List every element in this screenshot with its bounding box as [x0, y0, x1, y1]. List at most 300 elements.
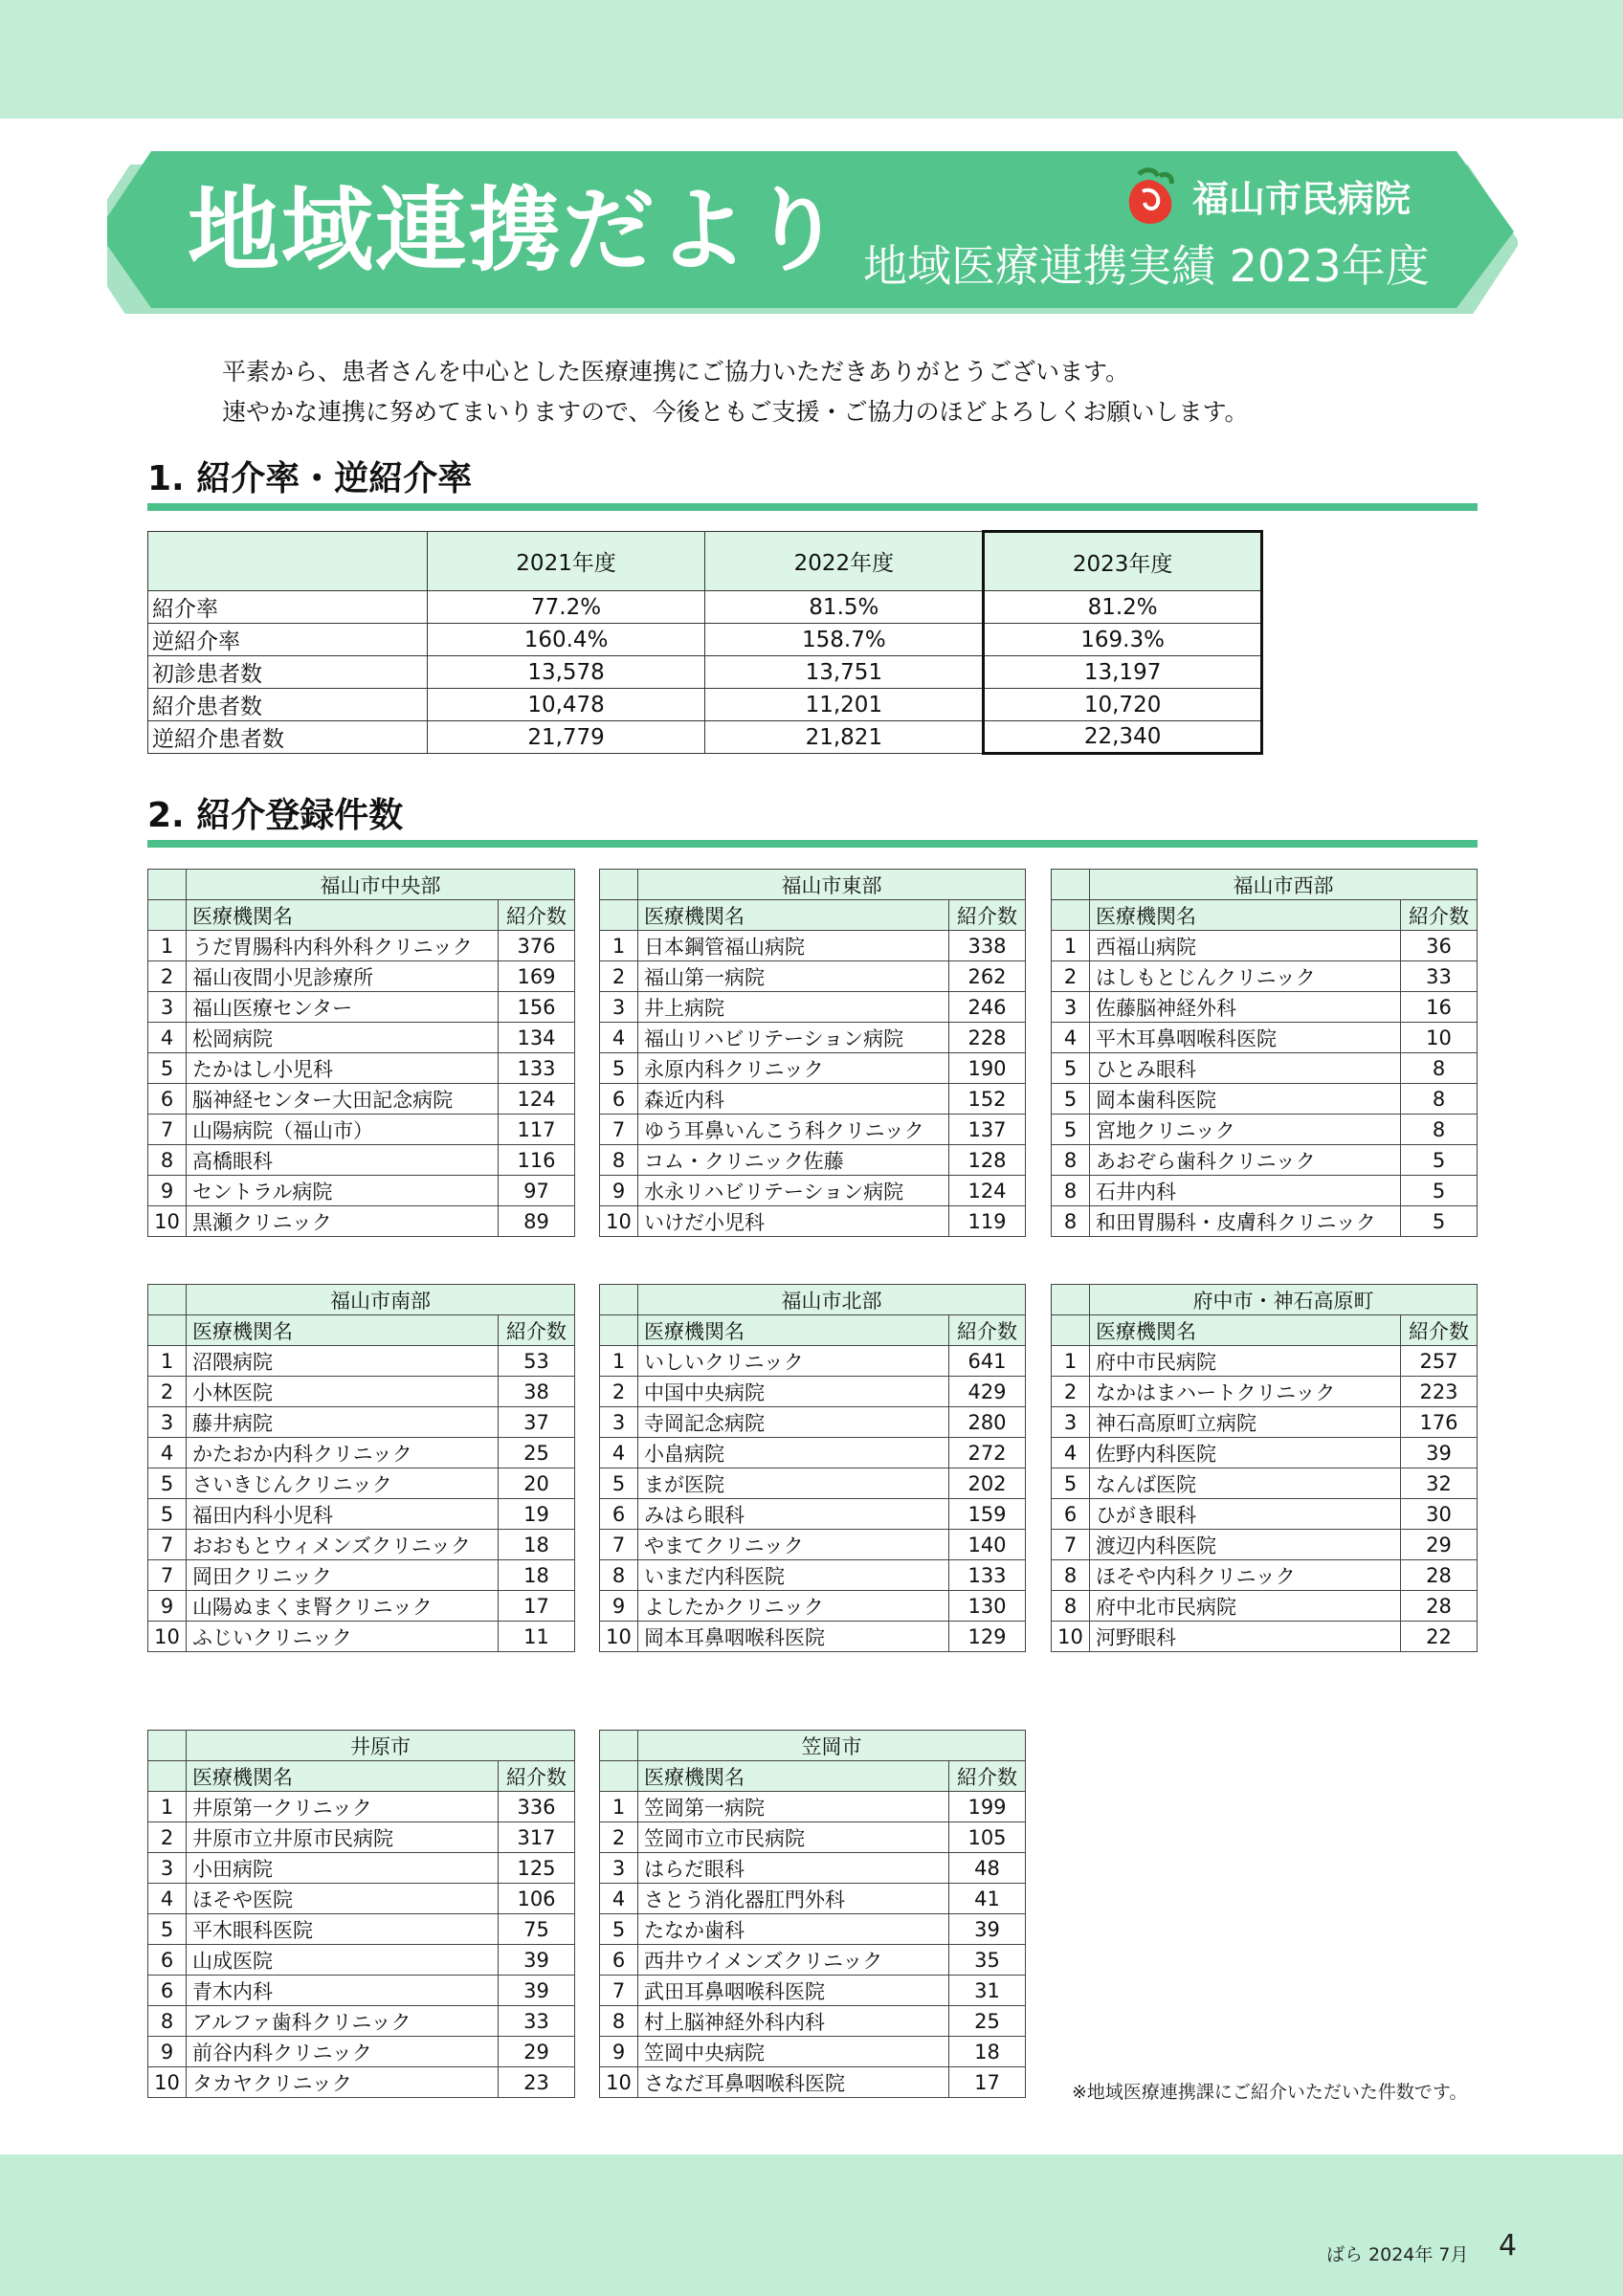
issue-label: ばら 2024年 7月	[1326, 2244, 1469, 2265]
section1-rule	[147, 503, 1478, 511]
table-row	[148, 1115, 575, 1145]
area-header-corner	[1052, 1285, 1090, 1315]
section1-heading: 1. 紹介率・逆紹介率	[147, 459, 473, 498]
area-name: 福山市西部	[1090, 870, 1478, 900]
rank-cell: 8	[1052, 1560, 1090, 1591]
area-name: 福山市中央部	[187, 870, 575, 900]
rank-cell: 10	[600, 1206, 638, 1237]
referral-count: 8	[1401, 1115, 1478, 1145]
table-row	[148, 1145, 575, 1176]
institution-name: おおもとウィメンズクリニック	[187, 1530, 499, 1560]
referral-count: 117	[499, 1115, 575, 1145]
referral-count: 137	[949, 1115, 1026, 1145]
referral-count: 10	[1401, 1023, 1478, 1053]
count-header: 紹介数	[499, 1315, 575, 1346]
rank-cell: 6	[600, 1499, 638, 1530]
rank-cell: 8	[148, 1145, 187, 1176]
institution-name: 小田病院	[187, 1853, 499, 1884]
table-row	[148, 1176, 575, 1206]
page-title: 地域連携だより	[188, 177, 844, 284]
rank-cell: 4	[1052, 1023, 1090, 1053]
referral-count: 39	[949, 1914, 1026, 1945]
rate-value: 160.4%	[427, 624, 705, 656]
institution-name: ほそや医院	[187, 1884, 499, 1914]
rank-cell: 4	[148, 1884, 187, 1914]
area-name: 福山市南部	[187, 1285, 575, 1315]
referral-count: 317	[499, 1822, 575, 1853]
table-row	[148, 591, 1262, 624]
referral-count: 223	[1401, 1377, 1478, 1407]
institution-name: 脳神経センター大田記念病院	[187, 1084, 499, 1115]
institution-name: 福山夜間小児診療所	[187, 961, 499, 992]
row-label: 紹介率	[148, 591, 428, 624]
referral-count: 190	[949, 1053, 1026, 1084]
rank-cell: 5	[148, 1468, 187, 1499]
table-row	[148, 1377, 575, 1407]
rank-cell: 10	[1052, 1622, 1090, 1652]
referral-count: 17	[499, 1591, 575, 1622]
table-row	[1052, 931, 1478, 961]
institution-name: 井原第一クリニック	[187, 1792, 499, 1822]
table-row	[600, 1145, 1026, 1176]
referral-count: 152	[949, 1084, 1026, 1115]
row-label: 初診患者数	[148, 656, 428, 689]
table-row	[600, 2067, 1026, 2098]
institution-name: 高橋眼科	[187, 1145, 499, 1176]
table-row	[600, 992, 1026, 1023]
rate-value: 81.2%	[984, 591, 1262, 624]
table-row	[600, 1622, 1026, 1652]
referral-count: 25	[949, 2006, 1026, 2037]
institution-name: ゆう耳鼻いんこう科クリニック	[638, 1115, 949, 1145]
referral-count: 97	[499, 1176, 575, 1206]
referral-count: 429	[949, 1377, 1026, 1407]
referral-count: 272	[949, 1438, 1026, 1468]
column-header-row	[148, 900, 575, 931]
rank-cell: 2	[600, 961, 638, 992]
area-header-row	[1052, 870, 1478, 900]
referral-rate-table	[147, 530, 1263, 755]
referral-count: 228	[949, 1023, 1026, 1053]
page-subtitle: 地域医療連携実績 2023年度	[863, 240, 1430, 292]
table-row	[600, 1023, 1026, 1053]
referral-count: 106	[499, 1884, 575, 1914]
column-header-row	[1052, 1315, 1478, 1346]
institution-name: アルファ歯科クリニック	[187, 2006, 499, 2037]
referral-count: 8	[1401, 1084, 1478, 1115]
rank-cell: 9	[600, 1176, 638, 1206]
count-header: 紹介数	[949, 1761, 1026, 1792]
rank-cell: 2	[1052, 961, 1090, 992]
referral-count: 140	[949, 1530, 1026, 1560]
area-header-corner	[148, 870, 187, 900]
header-banner	[107, 151, 1518, 314]
column-header-row	[148, 1315, 575, 1346]
rank-cell: 6	[148, 1945, 187, 1976]
referral-count: 28	[1401, 1560, 1478, 1591]
year-header-highlight: 2023年度	[984, 532, 1262, 591]
rank-cell: 10	[148, 2067, 187, 2098]
rank-cell: 9	[600, 2037, 638, 2067]
table-row	[1052, 1145, 1478, 1176]
referral-count: 25	[499, 1438, 575, 1468]
institution-name: 西福山病院	[1090, 931, 1401, 961]
institution-name: コム・クリニック佐藤	[638, 1145, 949, 1176]
table-row	[148, 1792, 575, 1822]
referral-count: 246	[949, 992, 1026, 1023]
institution-name: さなだ耳鼻咽喉科医院	[638, 2067, 949, 2098]
rank-cell: 8	[148, 2006, 187, 2037]
rate-value: 77.2%	[427, 591, 705, 624]
referral-count: 262	[949, 961, 1026, 992]
rank-cell: 9	[148, 1176, 187, 1206]
rank-cell: 5	[1052, 1468, 1090, 1499]
referral-count: 37	[499, 1407, 575, 1438]
table-row	[148, 1530, 575, 1560]
hospital-name: 福山市民病院	[1192, 178, 1412, 220]
institution-name: 寺岡記念病院	[638, 1407, 949, 1438]
institution-name: 福山第一病院	[638, 961, 949, 992]
institution-name: はしもとじんクリニック	[1090, 961, 1401, 992]
table-row	[600, 1530, 1026, 1560]
referral-count: 18	[949, 2037, 1026, 2067]
rank-cell: 2	[1052, 1377, 1090, 1407]
rank-cell: 8	[600, 2006, 638, 2037]
institution-name: 中国中央病院	[638, 1377, 949, 1407]
referral-count: 29	[499, 2037, 575, 2067]
institution-name: 黒瀬クリニック	[187, 1206, 499, 1237]
name-header: 医療機関名	[638, 900, 949, 931]
table-row	[600, 1206, 1026, 1237]
table-row	[600, 1945, 1026, 1976]
rank-cell: 8	[600, 1145, 638, 1176]
table-row	[148, 1084, 575, 1115]
year-header: 2022年度	[705, 532, 984, 591]
rank-cell: 3	[148, 992, 187, 1023]
rank-cell: 5	[600, 1053, 638, 1084]
rank-cell: 2	[148, 1377, 187, 1407]
table-row	[148, 1346, 575, 1377]
referral-count: 53	[499, 1346, 575, 1377]
rank-cell: 4	[600, 1884, 638, 1914]
referral-count: 18	[499, 1530, 575, 1560]
referral-count: 125	[499, 1853, 575, 1884]
institution-name: いまだ内科医院	[638, 1560, 949, 1591]
name-header: 医療機関名	[187, 1761, 499, 1792]
area-table	[1051, 869, 1478, 1237]
institution-name: たなか歯科	[638, 1914, 949, 1945]
institution-name: なかはまハートクリニック	[1090, 1377, 1401, 1407]
rank-cell: 5	[148, 1053, 187, 1084]
referral-count: 33	[499, 2006, 575, 2037]
institution-name: 笠岡第一病院	[638, 1792, 949, 1822]
institution-name: ひがき眼科	[1090, 1499, 1401, 1530]
rate-value: 10,720	[984, 689, 1262, 721]
referral-count: 89	[499, 1206, 575, 1237]
count-header: 紹介数	[949, 900, 1026, 931]
area-table	[1051, 1284, 1478, 1652]
name-header: 医療機関名	[1090, 1315, 1401, 1346]
table-row	[600, 1884, 1026, 1914]
area-header-corner	[1052, 870, 1090, 900]
table-row	[148, 1438, 575, 1468]
rank-cell: 7	[148, 1115, 187, 1145]
table-row	[148, 656, 1262, 689]
rate-value: 158.7%	[705, 624, 984, 656]
row-label: 逆紹介患者数	[148, 721, 428, 754]
institution-name: さとう消化器肛門外科	[638, 1884, 949, 1914]
institution-name: 永原内科クリニック	[638, 1053, 949, 1084]
table-row	[1052, 1115, 1478, 1145]
referral-count: 134	[499, 1023, 575, 1053]
table-row	[600, 1499, 1026, 1530]
referral-count: 19	[499, 1499, 575, 1530]
institution-name: 福山リハビリテーション病院	[638, 1023, 949, 1053]
institution-name: いけだ小児科	[638, 1206, 949, 1237]
rank-cell: 9	[148, 1591, 187, 1622]
table-row	[148, 1206, 575, 1237]
rank-cell: 7	[600, 1976, 638, 2006]
intro-text	[222, 352, 1249, 432]
referral-count: 133	[949, 1560, 1026, 1591]
table-row	[1052, 1206, 1478, 1237]
section2-heading: 2. 紹介登録件数	[147, 796, 404, 835]
referral-count: 39	[1401, 1438, 1478, 1468]
referral-count: 48	[949, 1853, 1026, 1884]
rate-value: 13,751	[705, 656, 984, 689]
table-row	[600, 1468, 1026, 1499]
rank-cell: 9	[600, 1591, 638, 1622]
rate-value: 13,578	[427, 656, 705, 689]
table-corner	[148, 532, 428, 591]
table-row	[1052, 1053, 1478, 1084]
rank-cell: 10	[600, 2067, 638, 2098]
referral-count: 20	[499, 1468, 575, 1499]
column-header-row	[600, 1315, 1026, 1346]
rose-logo-icon	[1122, 166, 1179, 233]
institution-name: ふじいクリニック	[187, 1622, 499, 1652]
rank-header	[1052, 900, 1090, 931]
institution-name: 藤井病院	[187, 1407, 499, 1438]
referral-count: 133	[499, 1053, 575, 1084]
rate-value: 11,201	[705, 689, 984, 721]
area-header-row	[148, 870, 575, 900]
institution-name: なんば医院	[1090, 1468, 1401, 1499]
rate-value: 21,779	[427, 721, 705, 754]
institution-name: 松岡病院	[187, 1023, 499, 1053]
rank-cell: 7	[600, 1530, 638, 1560]
table-row	[148, 1945, 575, 1976]
table-row	[600, 1560, 1026, 1591]
rank-cell: 8	[1052, 1206, 1090, 1237]
rank-cell: 4	[148, 1438, 187, 1468]
referral-count: 8	[1401, 1053, 1478, 1084]
rank-cell: 6	[148, 1976, 187, 2006]
table-row	[148, 2006, 575, 2037]
institution-name: みはら眼科	[638, 1499, 949, 1530]
name-header: 医療機関名	[638, 1761, 949, 1792]
institution-name: 平木耳鼻咽喉科医院	[1090, 1023, 1401, 1053]
table-row	[148, 1884, 575, 1914]
table-row	[148, 1023, 575, 1053]
rank-cell: 6	[600, 1084, 638, 1115]
institution-name: 府中北市民病院	[1090, 1591, 1401, 1622]
referral-count: 338	[949, 931, 1026, 961]
institution-name: 井原市立井原市民病院	[187, 1822, 499, 1853]
column-header-row	[600, 900, 1026, 931]
area-header-corner	[600, 1285, 638, 1315]
table-row	[148, 1853, 575, 1884]
section2-rule	[147, 840, 1478, 848]
institution-name: ほそや内科クリニック	[1090, 1560, 1401, 1591]
table-row	[600, 1377, 1026, 1407]
rate-value: 13,197	[984, 656, 1262, 689]
table-row	[600, 1792, 1026, 1822]
table-row	[1052, 1377, 1478, 1407]
rank-cell: 5	[600, 1914, 638, 1945]
table-row	[1052, 1407, 1478, 1438]
top-band	[0, 0, 1623, 119]
rank-cell: 5	[148, 1499, 187, 1530]
rank-cell: 4	[600, 1438, 638, 1468]
institution-name: 宮地クリニック	[1090, 1115, 1401, 1145]
area-name: 府中市・神石高原町	[1090, 1285, 1478, 1315]
table-row	[600, 2006, 1026, 2037]
table-row	[148, 2037, 575, 2067]
table-row	[600, 1822, 1026, 1853]
rank-header	[148, 900, 187, 931]
institution-name: あおぞら歯科クリニック	[1090, 1145, 1401, 1176]
table-row	[148, 1053, 575, 1084]
area-header-row	[600, 1731, 1026, 1761]
area-table	[599, 1284, 1026, 1652]
table-row	[600, 2037, 1026, 2067]
referral-count: 28	[1401, 1591, 1478, 1622]
institution-name: さいきじんクリニック	[187, 1468, 499, 1499]
referral-count: 116	[499, 1145, 575, 1176]
area-header-row	[600, 1285, 1026, 1315]
institution-name: 渡辺内科医院	[1090, 1530, 1401, 1560]
table-row	[148, 1468, 575, 1499]
institution-name: 笠岡市立市民病院	[638, 1822, 949, 1853]
rank-cell: 2	[148, 1822, 187, 1853]
institution-name: よしたかクリニック	[638, 1591, 949, 1622]
table-row	[1052, 1622, 1478, 1652]
table-row	[1052, 1438, 1478, 1468]
rank-cell: 3	[600, 1407, 638, 1438]
rank-header	[1052, 1315, 1090, 1346]
rank-cell: 4	[1052, 1438, 1090, 1468]
institution-name: 沼隈病院	[187, 1346, 499, 1377]
referral-count: 16	[1401, 992, 1478, 1023]
referral-count: 176	[1401, 1407, 1478, 1438]
table-row	[1052, 992, 1478, 1023]
table-row	[600, 1084, 1026, 1115]
rank-cell: 1	[1052, 1346, 1090, 1377]
rank-cell: 1	[1052, 931, 1090, 961]
rank-cell: 1	[600, 1346, 638, 1377]
referral-count: 128	[949, 1145, 1026, 1176]
rank-cell: 2	[148, 961, 187, 992]
table-row	[148, 992, 575, 1023]
table-row	[148, 1622, 575, 1652]
institution-name: 西井ウイメンズクリニック	[638, 1945, 949, 1976]
table-row	[148, 721, 1262, 754]
institution-name: 小畠病院	[638, 1438, 949, 1468]
institution-name: 笠岡中央病院	[638, 2037, 949, 2067]
rate-value: 81.5%	[705, 591, 984, 624]
table-row	[600, 1115, 1026, 1145]
referral-count: 641	[949, 1346, 1026, 1377]
referral-count: 129	[949, 1622, 1026, 1652]
institution-name: 岡本歯科医院	[1090, 1084, 1401, 1115]
institution-name: 石井内科	[1090, 1176, 1401, 1206]
rank-cell: 2	[600, 1377, 638, 1407]
referral-count: 156	[499, 992, 575, 1023]
area-table	[599, 1730, 1026, 2098]
institution-name: 日本鋼管福山病院	[638, 931, 949, 961]
table-row	[1052, 1468, 1478, 1499]
table-row	[148, 961, 575, 992]
name-header: 医療機関名	[1090, 900, 1401, 931]
name-header: 医療機関名	[187, 900, 499, 931]
area-header-corner	[148, 1285, 187, 1315]
referral-count: 23	[499, 2067, 575, 2098]
rank-cell: 3	[600, 1853, 638, 1884]
institution-name: 岡田クリニック	[187, 1560, 499, 1591]
referral-count: 31	[949, 1976, 1026, 2006]
year-header: 2021年度	[427, 532, 705, 591]
referral-count: 130	[949, 1591, 1026, 1622]
referral-count: 39	[499, 1945, 575, 1976]
table-row	[1052, 1346, 1478, 1377]
rank-cell: 8	[1052, 1591, 1090, 1622]
institution-name: 佐野内科医院	[1090, 1438, 1401, 1468]
institution-name: 山成医院	[187, 1945, 499, 1976]
referral-count: 22	[1401, 1622, 1478, 1652]
rank-cell: 4	[600, 1023, 638, 1053]
table-row	[1052, 1023, 1478, 1053]
referral-count: 38	[499, 1377, 575, 1407]
rank-cell: 4	[148, 1023, 187, 1053]
table-row	[600, 1976, 1026, 2006]
institution-name: 和田胃腸科・皮膚科クリニック	[1090, 1206, 1401, 1237]
referral-count: 257	[1401, 1346, 1478, 1377]
referral-count: 18	[499, 1560, 575, 1591]
count-header: 紹介数	[499, 900, 575, 931]
institution-name: 河野眼科	[1090, 1622, 1401, 1652]
institution-name: 岡本耳鼻咽喉科医院	[638, 1622, 949, 1652]
rank-cell: 9	[148, 2037, 187, 2067]
table-row	[148, 1560, 575, 1591]
table-row	[1052, 1499, 1478, 1530]
table-row	[600, 1176, 1026, 1206]
column-header-row	[600, 1761, 1026, 1792]
rank-cell: 7	[148, 1530, 187, 1560]
rate-value: 10,478	[427, 689, 705, 721]
table-row	[1052, 961, 1478, 992]
rank-header	[148, 1315, 187, 1346]
referral-count: 124	[499, 1084, 575, 1115]
referral-count: 5	[1401, 1145, 1478, 1176]
referral-count: 17	[949, 2067, 1026, 2098]
institution-name: 武田耳鼻咽喉科医院	[638, 1976, 949, 2006]
referral-count: 29	[1401, 1530, 1478, 1560]
referral-count: 41	[949, 1884, 1026, 1914]
row-label: 紹介患者数	[148, 689, 428, 721]
referral-count: 30	[1401, 1499, 1478, 1530]
table-row	[600, 1853, 1026, 1884]
